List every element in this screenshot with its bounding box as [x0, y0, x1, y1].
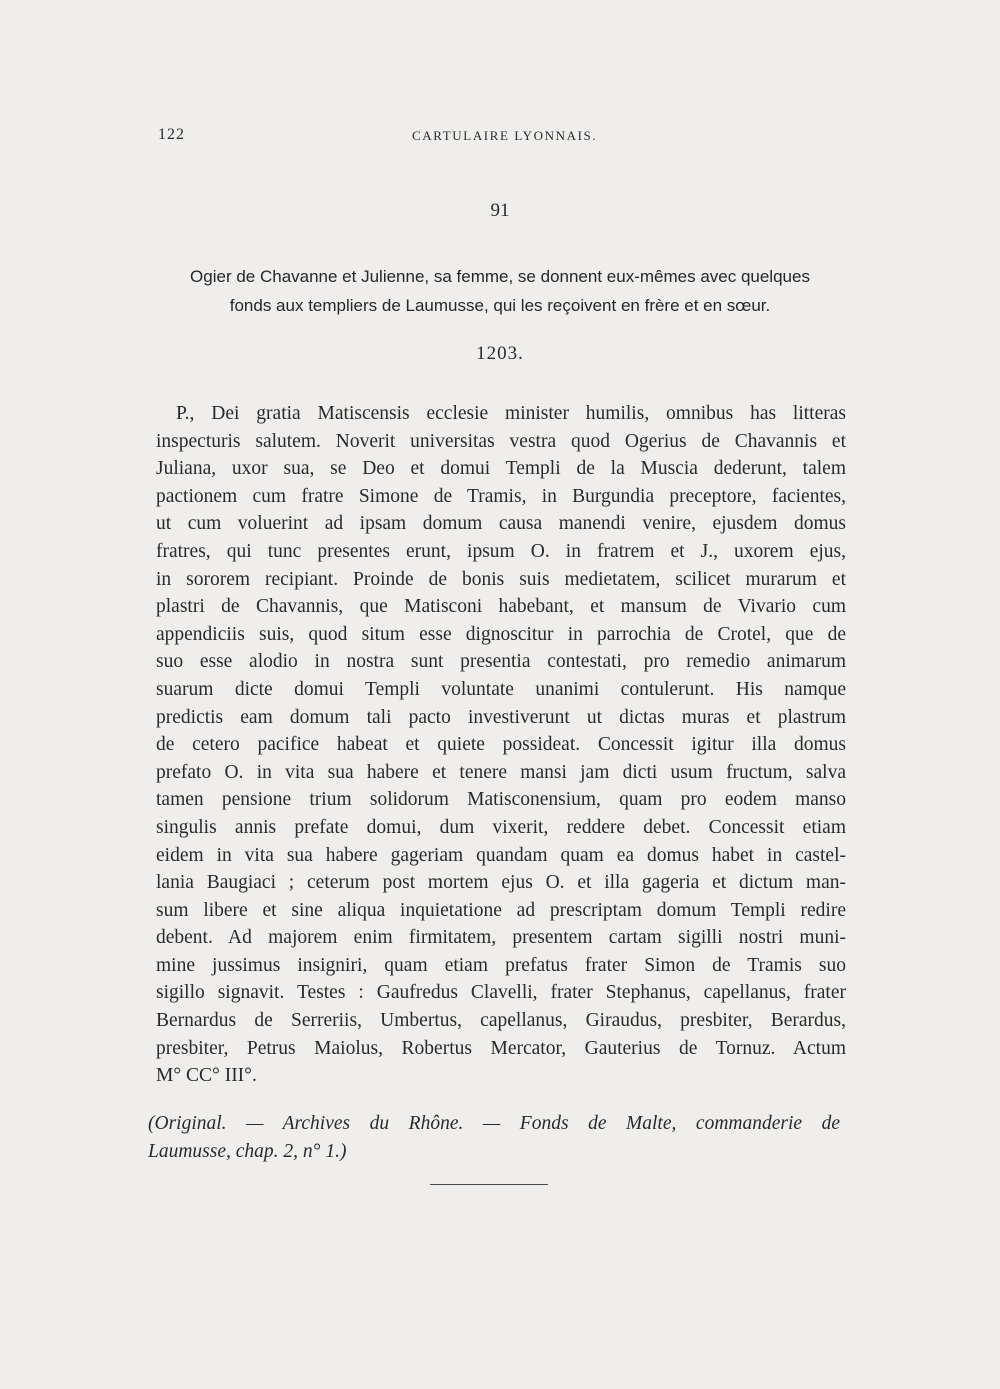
text-line: prefato O. in vita sua habere et tenere mansi jam dicti usum fructum, salva [156, 761, 846, 783]
running-title: CARTULAIRE LYONNAIS. [412, 128, 598, 143]
text-line: sum libere et sine aliqua inquietatione ad prescriptam domum Templi redire [156, 899, 846, 921]
text-line: de cetero pacifice habeat et quiete possideat. Concessit igitur illa domus [156, 734, 846, 756]
text-line: predictis eam domum tali pacto investiverunt ut dictas muras et plastrum [156, 706, 846, 728]
end-rule [430, 1184, 548, 1185]
text-line: suarum dicte domui Templi voluntate unanimi contulerunt. His namque [156, 678, 846, 700]
text-line: eidem in vita sua habere gageriam quandam quam ea domus habet in castel- [156, 844, 846, 866]
text-line: Bernardus de Serreriis, Umbertus, capellanus, Giraudus, presbiter, Berardus, [156, 1010, 846, 1032]
charter-text [156, 400, 846, 1090]
text-line: ut cum voluerint ad ipsam domum causa manendi venire, ejusdem domus [156, 513, 846, 535]
text-line: lania Baugiaci ; ceterum post mortem ejus O. et illa gageria et dictum man- [156, 872, 846, 894]
act-date: 1203. [476, 343, 524, 364]
source-note-line: (Original. — Archives du Rhône. — Fonds de Malte, commanderie de [148, 1113, 840, 1134]
text-line: fratres, qui tunc presentes erunt, ipsum O. in fratrem et J., uxorem ejus, [156, 540, 846, 562]
text-line: M° CC° III°. [156, 1065, 257, 1087]
page-number: 122 [158, 126, 185, 143]
text-line: in sororem recipiant. Proinde de bonis suis medietatem, scilicet murarum et [156, 568, 846, 590]
text-line: Juliana, uxor sua, se Deo et domui Templi de la Muscia dederunt, talem [156, 458, 846, 480]
text-line: P., Dei gratia Matiscensis ecclesie minister humilis, omnibus has litteras [176, 403, 846, 424]
text-line: sigillo signavit. Testes : Gaufredus Clavelli, frater Stephanus, capellanus, frater [156, 982, 846, 1004]
text-line: appendiciis suis, quod situm esse dignoscitur in parrochia de Crotel, que de [156, 623, 846, 645]
text-line: singulis annis prefate domui, dum vixerit, reddere debet. Concessit etiam [156, 816, 846, 838]
text-line: inspecturis salutem. Noverit universitas vestra quod Ogerius de Chavannis et [156, 430, 846, 452]
summary-line: Ogier de Chavanne et Julienne, sa femme, se donnent eux-mêmes avec quelques [190, 267, 810, 286]
act-summary [150, 262, 850, 320]
text-line: presbiter, Petrus Maiolus, Robertus Mercator, Gauterius de Tornuz. Actum [156, 1037, 846, 1059]
text-line: mine jussimus insigniri, quam etiam prefatus frater Simon de Tramis suo [156, 954, 846, 976]
text-line: tamen pensione trium solidorum Matisconensium, quam pro eodem manso [156, 789, 846, 811]
text-line: plastri de Chavannis, que Matisconi habebant, et mansum de Vivario cum [156, 596, 846, 618]
source-note-line: Laumusse, chap. 2, n° 1.) [148, 1141, 347, 1162]
text-line: suo esse alodio in nostra sunt presentia contestati, pro remedio animarum [156, 651, 846, 673]
summary-line: fonds aux templiers de Laumusse, qui les reçoivent en frère et en sœur. [229, 296, 771, 315]
text-line: debent. Ad majorem enim firmitatem, presentem cartam sigilli nostri muni- [156, 927, 846, 949]
text-line: pactionem cum fratre Simone de Tramis, in Burgundia preceptore, facientes, [156, 485, 846, 507]
act-number: 91 [490, 200, 510, 221]
source-note [148, 1110, 840, 1166]
